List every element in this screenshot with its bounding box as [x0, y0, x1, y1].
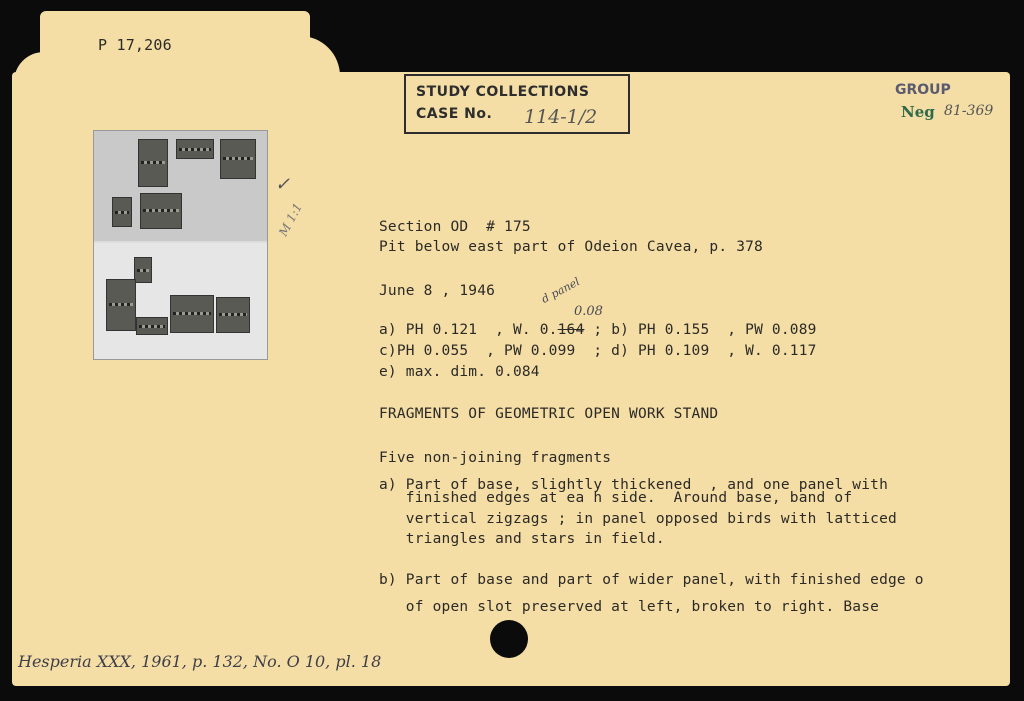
- stamp-line-1: STUDY COLLECTIONS: [416, 84, 590, 100]
- description-a-line-1: a) Part of base, slightly thickened , and one panel with: [379, 477, 888, 493]
- description-a-line-2: finished edges at ea h side. Around base, band of: [379, 490, 853, 506]
- description-a-line-3: vertical zigzags ; in panel opposed birds with latticed: [379, 511, 897, 527]
- fragment-image: [140, 193, 182, 229]
- fragment-image: [170, 295, 214, 333]
- description-a-line-4: triangles and stars in field.: [379, 531, 665, 547]
- description-b-line-2: of open slot preserved at left, broken to right. Base: [379, 599, 880, 615]
- group-label: GROUP: [895, 82, 951, 98]
- fragment-image: [216, 297, 250, 333]
- dimensions-line-2: c)PH 0.055 , PW 0.099 ; d) PH 0.109 , W. 0.117: [379, 343, 817, 359]
- fragment-image: [176, 139, 214, 159]
- description-b-line-1: b) Part of base and part of wider panel, with finished edge o: [379, 572, 924, 588]
- photo-bottom-panel: [94, 243, 267, 359]
- fragment-image: [136, 317, 168, 335]
- dimensions-a: a) PH 0.121 , W. 0.: [379, 322, 558, 338]
- date-line: June 8 , 1946: [379, 283, 496, 299]
- study-collections-stamp: [404, 74, 630, 134]
- stamp-line-2: CASE No.: [416, 106, 493, 122]
- section-line: Section OD # 175: [379, 219, 531, 235]
- description-intro: Five non-joining fragments: [379, 450, 612, 466]
- dimensions-line-1: [379, 322, 817, 338]
- dimensions-b: ; b) PH 0.155 , PW 0.089: [584, 322, 817, 338]
- scale-annotation: M 1:1: [276, 200, 305, 239]
- check-mark: ✓: [275, 174, 291, 195]
- struck-value: 164: [557, 322, 585, 338]
- fragment-photograph: [93, 130, 268, 360]
- fragment-image: [106, 279, 136, 331]
- card-tab: [40, 11, 310, 81]
- stamp-case-number: 114-1/2: [524, 106, 598, 128]
- handwritten-panel-note: d panel: [539, 275, 582, 306]
- object-title: FRAGMENTS OF GEOMETRIC OPEN WORK STAND: [379, 406, 719, 422]
- neg-label: Neg: [901, 103, 935, 121]
- publication-reference: Hesperia XXX, 1961, p. 132, No. O 10, pl. 18: [18, 652, 382, 671]
- inventory-number: P 17,206: [98, 36, 172, 54]
- dimensions-line-3: e) max. dim. 0.084: [379, 364, 540, 380]
- handwritten-correction: 0.08: [574, 304, 603, 319]
- fragment-image: [138, 139, 168, 187]
- fragment-image: [220, 139, 256, 179]
- location-line: Pit below east part of Odeion Cavea, p. 378: [379, 239, 763, 255]
- fragment-image: [112, 197, 132, 227]
- punch-hole: [490, 620, 528, 658]
- neg-number: 81-369: [944, 103, 994, 119]
- photo-top-panel: [94, 131, 267, 241]
- fragment-image: [134, 257, 152, 283]
